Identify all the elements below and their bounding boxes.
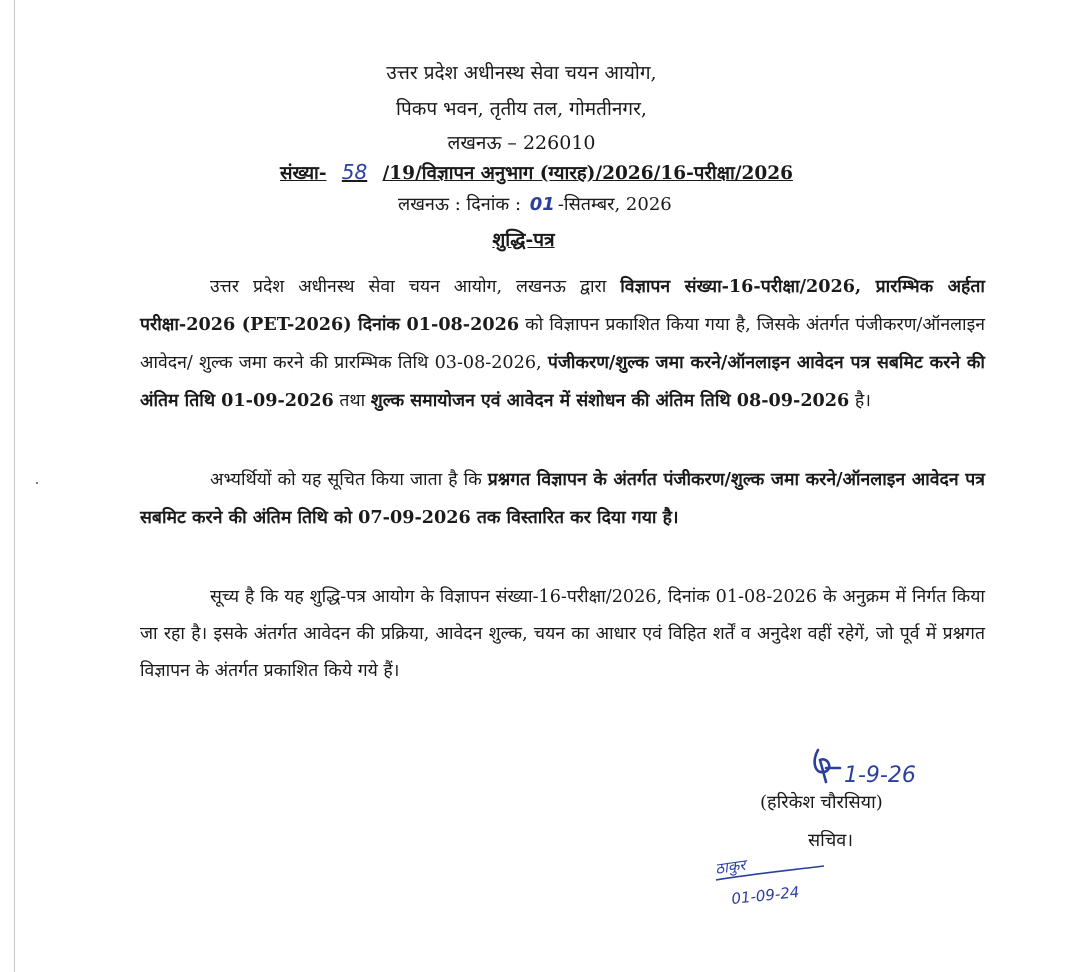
org-city: लखनऊ – 226010	[447, 132, 596, 154]
org-address: पिकप भवन, तृतीय तल, गोमतीनगर,	[396, 98, 647, 120]
signatory-name: (हरिकेश चौरसिया)	[760, 792, 883, 813]
reference-suffix: /19/विज्ञापन अनुभाग (ग्यारह)/2026/16-परीक्षा/2026	[382, 163, 793, 184]
paragraph-3: सूच्य है कि यह शुद्धि-पत्र आयोग के विज्ञापन संख्या-16-परीक्षा/2026, दिनांक 01-08-2026 के अनुक्रम में निर्गत किया जा रहा है। इसके अंतर्गत आवेदन की प्रक्रिया, आवेदन शुल्क, चयन का आधार एवं विहित शर्तें व अनुदेश वहीं रहेगें, जो पूर्व में प्रश्नगत विज्ञापन के अंतर्गत प्रकाशित किये गये हैं।	[140, 587, 985, 681]
date-suffix: -सितम्बर, 2026	[557, 194, 672, 215]
handwritten-reference-number: 58	[341, 160, 368, 184]
note-date: 01-09-24	[730, 882, 801, 908]
org-name: उत्तर प्रदेश अधीनस्थ सेवा चयन आयोग,	[386, 62, 657, 84]
reference-prefix: संख्या-	[280, 163, 327, 184]
reference-number	[280, 160, 793, 185]
signature-date: 1-9-26	[844, 763, 916, 788]
signatory-designation: सचिव।	[808, 830, 854, 851]
paragraph-1: उत्तर प्रदेश अधीनस्थ सेवा चयन आयोग, लखनऊ द्वारा विज्ञापन संख्या-16-परीक्षा/2026, प्रारम्भिक अर्हता परीक्षा-2026 (PET-2026) दिनांक 01-08-2026 को विज्ञापन प्रकाशित किया गया है, जिसके अंतर्गत पंजीकरण/ऑनलाइन आवेदन/ शुल्क जमा करने की प्रारम्भिक तिथि 03-08-2026, पंजीकरण/शुल्क जमा करने/ऑनलाइन आवेदन पत्र सबमिट करने की अंतिम तिथि 01-09-2026 तथा शुल्क समायोजन एवं आवेदन में संशोधन की अंतिम तिथि 08-09-2026 है।	[140, 276, 985, 411]
document-title: शुद्धि-पत्र	[492, 229, 555, 251]
issue-date	[398, 192, 672, 216]
handwritten-day: 01	[529, 194, 555, 215]
handwritten-initials-note	[712, 852, 842, 912]
scan-speck	[36, 482, 38, 484]
date-prefix: लखनऊ : दिनांक :	[398, 194, 527, 215]
paragraph-2: अभ्यर्थियों को यह सूचित किया जाता है कि प्रश्नगत विज्ञापन के अंतर्गत पंजीकरण/शुल्क जमा करने/ऑनलाइन आवेदन पत्र सबमिट करने की अंतिम तिथि को 07-09-2026 तक विस्तारित कर दिया गया है।	[140, 469, 985, 528]
handwritten-signature	[806, 738, 956, 790]
note-initials: ठाकुर	[714, 855, 747, 878]
